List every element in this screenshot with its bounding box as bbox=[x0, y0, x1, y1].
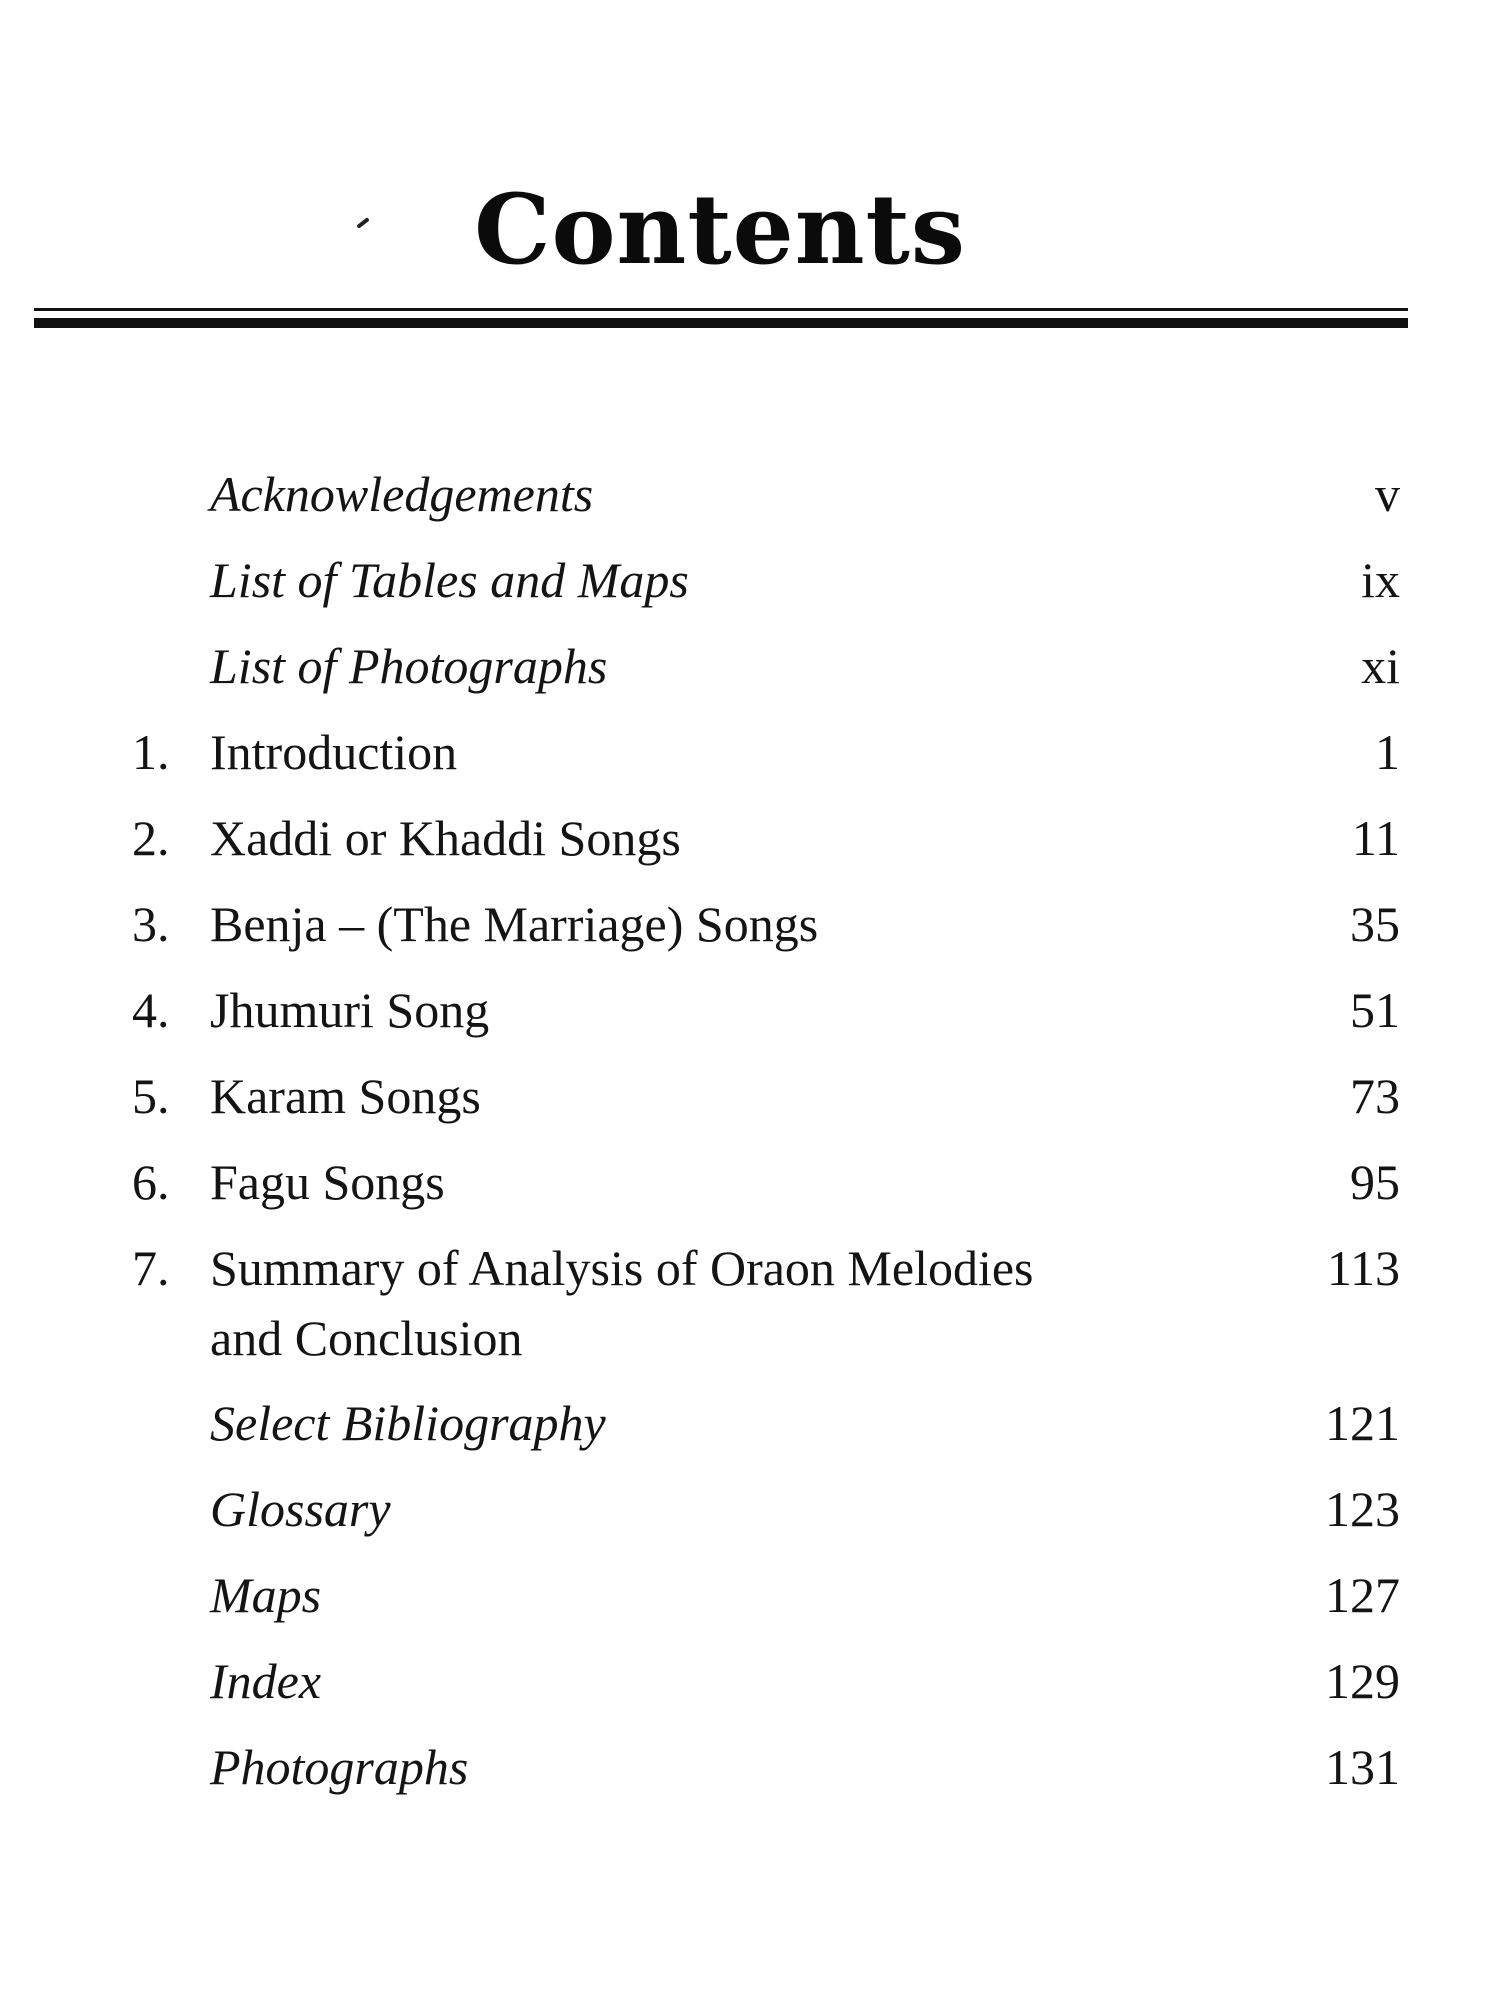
toc-entry-page: 113 bbox=[1326, 1240, 1400, 1296]
toc-entry-title: Benja – (The Marriage) Songs bbox=[210, 896, 819, 952]
toc-entry-title: List of Photographs bbox=[210, 638, 608, 694]
toc-entry-page: ix bbox=[1361, 552, 1400, 608]
toc-entry-title: Select Bibliography bbox=[210, 1395, 606, 1451]
toc-entry-page: 123 bbox=[1325, 1481, 1400, 1537]
toc-entry-page: 1 bbox=[1375, 724, 1400, 780]
toc-entry-number: 7. bbox=[132, 1240, 170, 1296]
toc-entry-page: 51 bbox=[1350, 982, 1400, 1038]
toc-entry-number: 1. bbox=[132, 724, 170, 780]
toc-entry-title: Index bbox=[210, 1653, 322, 1709]
toc-entry-title: Karam Songs bbox=[210, 1068, 481, 1124]
toc-entry-page: 127 bbox=[1325, 1567, 1400, 1623]
toc-entry-number: 5. bbox=[132, 1068, 170, 1124]
toc-entry-title: Summary of Analysis of Oraon Melodies bbox=[210, 1240, 1034, 1296]
toc-entry-page: 95 bbox=[1350, 1154, 1400, 1210]
toc-entry-page: 121 bbox=[1325, 1395, 1400, 1451]
toc-entry-title: Xaddi or Khaddi Songs bbox=[210, 810, 681, 866]
toc-entry-number: 3. bbox=[132, 896, 170, 952]
toc-entry-title: Jhumuri Song bbox=[210, 982, 490, 1038]
toc-entry-number: 6. bbox=[132, 1154, 170, 1210]
toc-entry-title: Introduction bbox=[210, 724, 458, 780]
toc-entry-number: 4. bbox=[132, 982, 170, 1038]
toc-entry-title-continued: and Conclusion bbox=[210, 1310, 523, 1366]
toc-entry-title: List of Tables and Maps bbox=[210, 552, 689, 608]
toc-entry-number: 2. bbox=[132, 810, 170, 866]
toc-entry-page: 131 bbox=[1325, 1739, 1400, 1795]
toc-entry-page: 11 bbox=[1351, 810, 1400, 866]
toc-entry-page: 73 bbox=[1350, 1068, 1400, 1124]
toc-entry-title: Maps bbox=[210, 1567, 322, 1623]
toc-entry-page: xi bbox=[1361, 638, 1400, 694]
toc-entry-page: v bbox=[1375, 466, 1400, 522]
toc-entry-title: Glossary bbox=[210, 1481, 391, 1537]
toc-entry-title: Acknowledgements bbox=[210, 466, 594, 522]
page-title: Contents bbox=[474, 173, 966, 286]
toc-entry-title: Photographs bbox=[210, 1739, 469, 1795]
toc-entry-page: 129 bbox=[1325, 1653, 1400, 1709]
toc-entry-title: Fagu Songs bbox=[210, 1154, 445, 1210]
toc-entry-page: 35 bbox=[1350, 896, 1400, 952]
